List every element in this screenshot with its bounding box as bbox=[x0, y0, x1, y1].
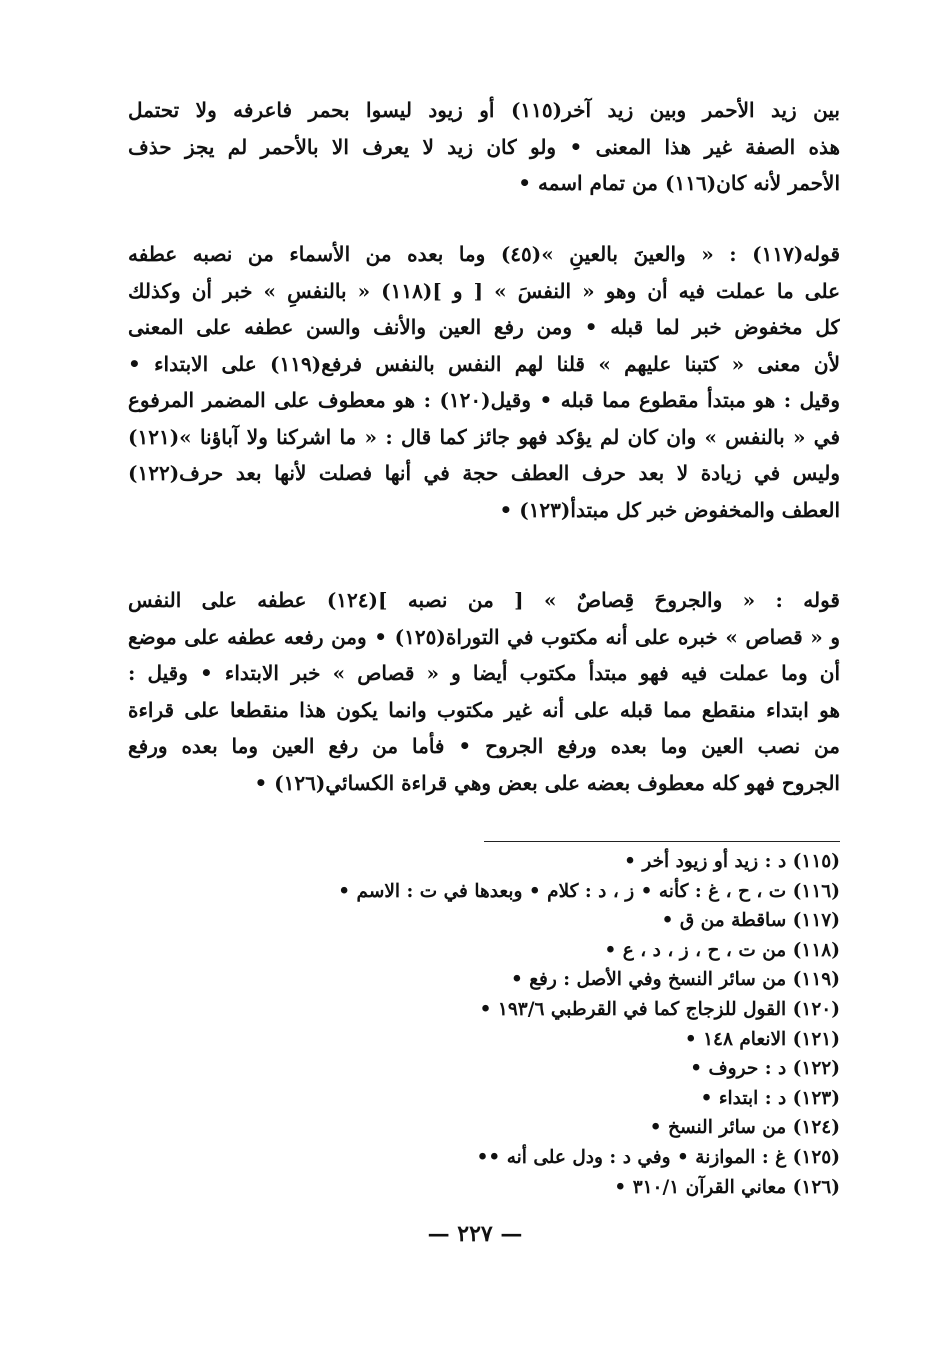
footnote-text: ت ، ح ، غ : كأنه • ز ، د : كلام • وبعدها في ت : الاسم • bbox=[338, 880, 787, 902]
footnote-item bbox=[220, 847, 840, 877]
footnote-number: (١٢٥) bbox=[792, 1146, 840, 1168]
text-line: بين زيد الأحمر وبين زيد آخر(١١٥) أو زيود ليسوا بحمر فاعرفه ولا تحتمل bbox=[128, 98, 840, 122]
text-line: العطف والمخفوض خبر كل مبتدأ(١٢٣) • bbox=[499, 497, 840, 522]
footnote-number: (١١٦) bbox=[792, 880, 840, 902]
text-line: وقيل : هو مبتدأ مقطوع مما قبله • وقيل(١٢٠) : هو معطوف على المضمر المرفوع bbox=[128, 388, 840, 412]
footnote-text: معاني القرآن ٣١٠/١ • bbox=[614, 1176, 787, 1198]
text-line: من نصب العين وما بعده ورفع الجروح • فأما من رفع العين وما بعده ورفع bbox=[128, 734, 840, 758]
footnotes bbox=[220, 847, 840, 1202]
text-line: في « بالنفس » وان كان لم يؤكد فهو جائز كما قال : « ما اشركنا ولا آباؤنا »(١٢١) bbox=[128, 424, 840, 449]
text-line: وليس في زيادة لا بعد حرف العطف حجة في أنها فصلت لأنها بعد حرف(١٢٢) bbox=[128, 461, 840, 485]
text-line: لأن معنى « كتبنا عليهم » قلنا لهم النفس بالنفس فرفع(١١٩) على الابتداء • bbox=[128, 351, 840, 376]
footnote-text: غ : الموازنة • وفي د : ودل على أنه •• bbox=[476, 1146, 787, 1168]
text-line: أن وما عملت فيه فهو مبتدأ مكتوب أيضا و « قصاص » خبر الابتداء • وقيل : bbox=[128, 661, 840, 685]
footnote-text: د : حروف • bbox=[690, 1058, 787, 1080]
text-line: الجروح فهو كله معطوف بعضه على بعض وهي قراءة الكسائي(١٢٦) • bbox=[254, 770, 840, 795]
footnote-item bbox=[220, 1173, 840, 1203]
text-line: و « قصاص » خبره على أنه مكتوب في التوراة(١٢٥) • ومن رفعه عطفه على موضع bbox=[128, 624, 840, 649]
text-line: الأحمر لأنه كان(١١٦) من تمام اسمه • bbox=[518, 171, 840, 195]
text-line: كل مخفوض خبر لما قبله • ومن رفع العين والأنف والسن عطفه على المعنى bbox=[128, 315, 840, 339]
footnote-item bbox=[220, 1084, 840, 1114]
footnote-item bbox=[220, 1054, 840, 1084]
footnote-number: (١١٥) bbox=[792, 851, 840, 872]
footnote-text: من سائر النسخ وفي الأصل : رفع • bbox=[510, 969, 787, 991]
footnote-number: (١١٨) bbox=[792, 939, 840, 961]
footnote-text: من سائر النسخ • bbox=[649, 1117, 787, 1139]
footnote-item bbox=[220, 965, 840, 995]
text-line: قوله(١١٧) : « والعينَ بالعينِ »(٤٥) وما بعده من الأسماء من نصبه عطفه bbox=[128, 242, 840, 266]
footnote-text: الانعام ١٤٨ • bbox=[684, 1028, 787, 1050]
page-number: — ٢٢٧ — bbox=[427, 1221, 523, 1247]
paragraph-1 bbox=[128, 92, 840, 202]
footnote-item bbox=[220, 1113, 840, 1143]
footnote-item bbox=[220, 877, 840, 907]
footnote-number: (١٢٢) bbox=[792, 1058, 840, 1080]
footnote-item bbox=[220, 1025, 840, 1055]
footnote-text: من ت ، ح ، ز ، د ، ع • bbox=[604, 939, 787, 961]
text-line: قوله : « والجروحَ قِصاصٌ » [ من نصبه ](١٢٤) عطفه على النفس bbox=[128, 588, 840, 612]
footnote-separator bbox=[484, 841, 840, 842]
footnote-number: (١٢٤) bbox=[792, 1117, 840, 1139]
text-line: هو ابتداء منقطع مما قبله على أنه غير مكتوب وانما يكون هذا منقطعا على قراءة bbox=[128, 697, 840, 722]
footnote-item bbox=[220, 1143, 840, 1173]
footnote-text: القول للزجاج كما في القرطبي ١٩٣/٦ • bbox=[479, 998, 787, 1020]
footnote-item bbox=[220, 936, 840, 966]
footnote-item bbox=[220, 995, 840, 1025]
footnote-text: ساقطة من ق • bbox=[661, 910, 787, 932]
footnote-number: (١١٩) bbox=[792, 969, 840, 991]
footnote-number: (١٢١) bbox=[792, 1028, 840, 1050]
footnote-item bbox=[220, 906, 840, 936]
footnote-text: د : زيد أو زيود أخر • bbox=[624, 851, 787, 872]
footnote-number: (١٢٠) bbox=[792, 998, 840, 1020]
paragraph-2 bbox=[128, 236, 840, 528]
footnote-number: (١٢٣) bbox=[792, 1087, 840, 1109]
paragraph-3 bbox=[128, 582, 840, 801]
text-line: على ما عملت فيه أن وهو « النفسَ » [ و ](١١٨) « بالنفسِ » خبر أن وكذلك bbox=[128, 278, 840, 303]
footnote-number: (١١٧) bbox=[792, 910, 840, 932]
footnote-number: (١٢٦) bbox=[792, 1176, 840, 1198]
text-line: هذه الصفة غير هذا المعنى • ولو كان زيد لا يعرف الا بالأحمر لم يجز حذف bbox=[128, 134, 840, 159]
footnote-text: د : ابتداء • bbox=[700, 1087, 787, 1109]
